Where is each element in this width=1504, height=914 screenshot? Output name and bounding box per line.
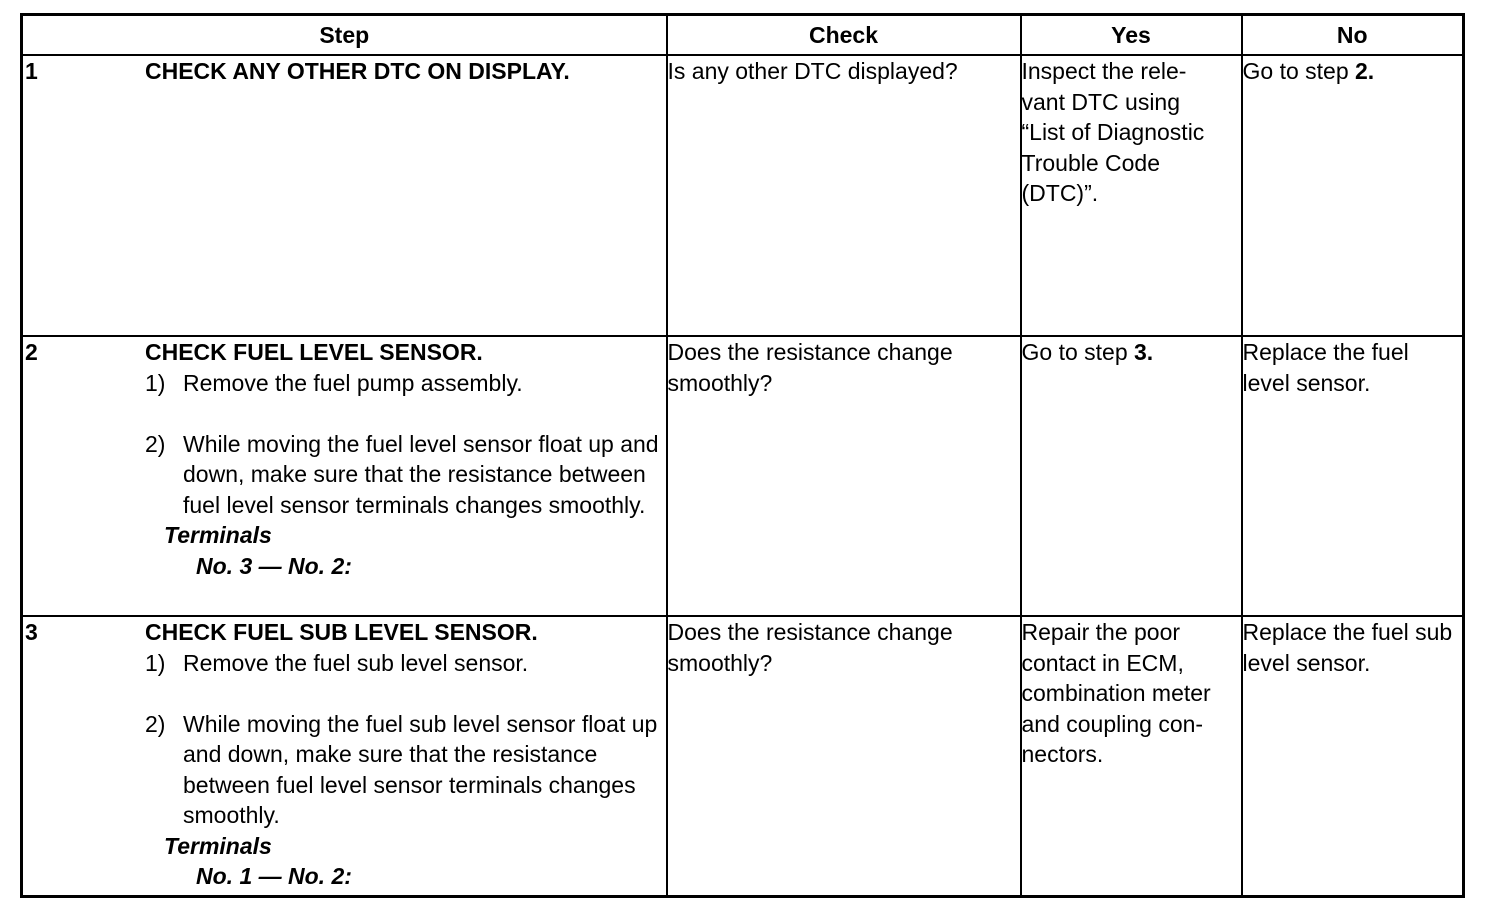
table-row: [22, 616, 1464, 896]
check-cell: Does the resistance change smoothly?: [667, 336, 1021, 616]
step-number: 1: [25, 58, 38, 84]
substep: [145, 368, 666, 399]
substep-number: 2): [145, 710, 166, 737]
substep-number: 1): [145, 369, 166, 396]
yes-cell: [1021, 55, 1242, 336]
yes-text: Inspect the rele- vant DTC using “List of Diagnostic Trouble Code (DTC)”.: [1021, 58, 1205, 206]
step-cell: [22, 616, 667, 896]
header-check: Check: [667, 15, 1021, 56]
header-step: Step: [22, 15, 667, 56]
yes-text: Repair the poor contact in ECM, combination meter and coupling con- nectors.: [1021, 619, 1211, 767]
table-row: [22, 336, 1464, 616]
terminals-label: Terminals: [164, 832, 272, 859]
substep-number: 1): [145, 649, 166, 676]
step-title: CHECK FUEL SUB LEVEL SENSOR.: [145, 619, 538, 645]
substep: [145, 429, 666, 521]
substep: [145, 648, 666, 679]
substep-number: 2): [145, 430, 166, 457]
substep-text: Remove the fuel sub level sensor.: [183, 649, 529, 676]
terminals-value: No. 3 — No. 2:: [196, 552, 352, 579]
diagnostic-table: [20, 13, 1465, 898]
yes-step-ref: 3.: [1134, 339, 1154, 365]
step-title: CHECK FUEL LEVEL SENSOR.: [145, 339, 483, 365]
no-text-prefix: Go to step: [1242, 58, 1356, 84]
step-title: CHECK ANY OTHER DTC ON DISPLAY.: [145, 58, 570, 84]
header-no: No: [1242, 15, 1464, 56]
header-yes: Yes: [1021, 15, 1242, 56]
terminals-label: Terminals: [164, 522, 272, 548]
terminals-value: No. 1 — No. 2:: [196, 863, 352, 889]
header-row: [22, 15, 1464, 56]
check-cell: Does the resistance change smoothly?: [667, 616, 1021, 896]
no-cell: Replace the fuel level sensor.: [1242, 336, 1464, 616]
step-cell: [22, 336, 667, 616]
step-cell: [22, 55, 667, 336]
table-row: [22, 55, 1464, 336]
substep-text: While moving the fuel level sensor float up and down, make sure that the resistance between fuel level sensor terminals changes smoothly.: [183, 430, 659, 518]
yes-text-prefix: Go to step: [1021, 339, 1135, 365]
step-number: 3: [25, 619, 38, 645]
substep-text: Remove the fuel pump assembly.: [183, 369, 523, 396]
step-number: 2: [25, 339, 38, 365]
yes-cell: [1021, 616, 1242, 896]
yes-cell: [1021, 336, 1242, 616]
check-cell: Is any other DTC displayed?: [667, 55, 1021, 336]
substep: [145, 709, 666, 831]
no-cell: Replace the fuel sub level sensor.: [1242, 616, 1464, 896]
no-step-ref: 2.: [1355, 58, 1375, 84]
no-cell: [1242, 55, 1464, 336]
substep-text: While moving the fuel sub level sensor float up and down, make sure that the resistance between fuel level sensor terminals changes smoothly.: [183, 710, 658, 828]
